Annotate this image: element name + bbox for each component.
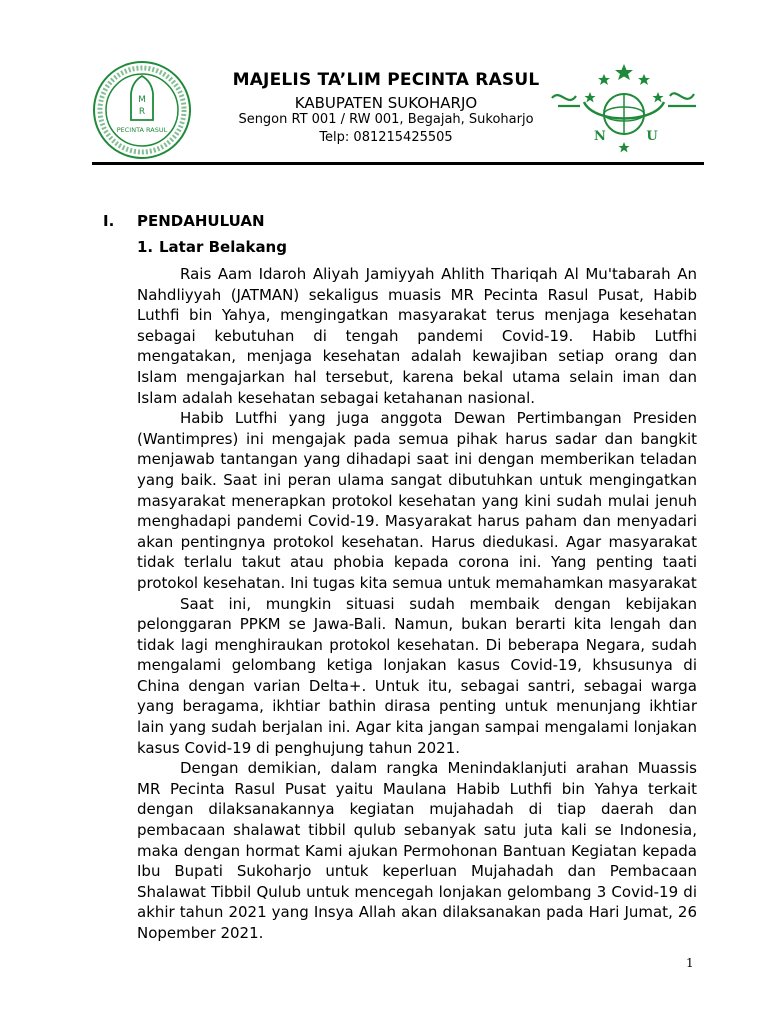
page-number: 1 (686, 956, 694, 970)
section-number: I. (103, 212, 115, 230)
background-text (137, 264, 697, 944)
majelis-seal-logo (92, 60, 192, 160)
subsection-number: 1. (137, 238, 154, 256)
seal-label: PECINTA RASUL (116, 126, 168, 134)
seal-initial-r: R (138, 107, 146, 117)
organization-address: Sengon RT 001 / RW 001, Begajah, Sukoharjo (238, 112, 534, 127)
letterhead-divider (92, 162, 704, 165)
seal-initial-m: M (138, 95, 146, 105)
organization-phone: Telp: 081215425505 (319, 130, 453, 145)
section-title: PENDAHULUAN (137, 212, 265, 230)
nu-emblem-logo (548, 62, 700, 154)
nu-letter-n: N (594, 129, 606, 144)
paragraph: Habib Lutfhi yang juga anggota Dewan Pertimbangan Presiden (Wantimpres) ini mengajak pada semua pihak harus sadar dan bangkit menjawab tantangan yang dihadapi saat ini dengan memberikan teladan yang baik. Saat ini peran ulama sangat dibutuhkan untuk mengingatkan masyarakat menerapkan protokol kesehatan yang kini sudah mulai jenuh menghadapi pandemi Covid-19. Masyarakat harus paham dan menyadari akan pentingnya protokol kesehatan. Harus diedukasi. Agar masyarakat tidak terlalu takut atau phobia kepada corona ini. Yang penting taati protokol kesehatan. Ini tugas kita semua untuk memahamkan masyarakat (137, 409, 697, 592)
paragraph: Saat ini, mungkin situasi sudah membaik dengan kebijakan pelonggaran PPKM se Jawa-Bali. Namun, bukan berarti kita lengah dan tidak lagi menghiraukan protokol kesehatan. Di beberapa Negara, sudah mengalami gelombang ketiga lonjakan kasus Covid-19, khsusunya di China dengan varian Delta+. Untuk itu, sebagai santri, sebagai warga yang beragama, ikhtiar bathin dirasa penting untuk menunjang ikhtiar lain yang sudah berjalan ini. Agar kita jangan sampai mengalami lonjakan kasus Covid-19 di penghujung tahun 2021. (137, 594, 697, 757)
paragraph: Dengan demikian, dalam rangka Menindaklanjuti arahan Muassis MR Pecinta Rasul Pusat yaitu Maulana Habib Luthfi bin Yahya terkait dengan dilaksanakannya kegiatan mujahadah di tiap daerah dan pembacaan shalawat tibbil qulub sebanyak satu juta kali se Indonesia, maka dengan hormat Kami ajukan Permohonan Bantuan Kegiatan kepada Ibu Bupati Sukoharjo untuk keperluan Mujahadah dan Pembacaan Shalawat Tibbil Qulub untuk mencegah lonjakan gelombang 3 Covid-19 di akhir tahun 2021 yang Insya Allah akan dilaksanakan pada Hari Jumat, 26 Nopember 2021. (137, 759, 697, 942)
nu-letter-u: U (646, 129, 658, 144)
letterhead (0, 0, 768, 170)
organization-name: MAJELIS TA’LIM PECINTA RASUL (232, 70, 540, 90)
organization-regency: KABUPATEN SUKOHARJO (294, 94, 478, 112)
subsection-title: Latar Belakang (159, 238, 287, 256)
paragraph: Rais Aam Idaroh Aliyah Jamiyyah Ahlith Thariqah Al Mu'tabarah An Nahdliyyah (JATMAN) sekaligus muasis MR Pecinta Rasul Pusat, Habib Luthfi bin Yahya, mengingatkan masyarakat terus menjaga kesehatan sebagai kebutuhan di tengah pandemi Covid-19. Habib Lutfhi mengatakan, menjaga kesehatan adalah kewajiban setiap orang dan Islam mengajarkan hal tersebut, karena bekal utama selain iman dan Islam adalah kesehatan sebagai ketahanan nasional. (137, 265, 697, 407)
